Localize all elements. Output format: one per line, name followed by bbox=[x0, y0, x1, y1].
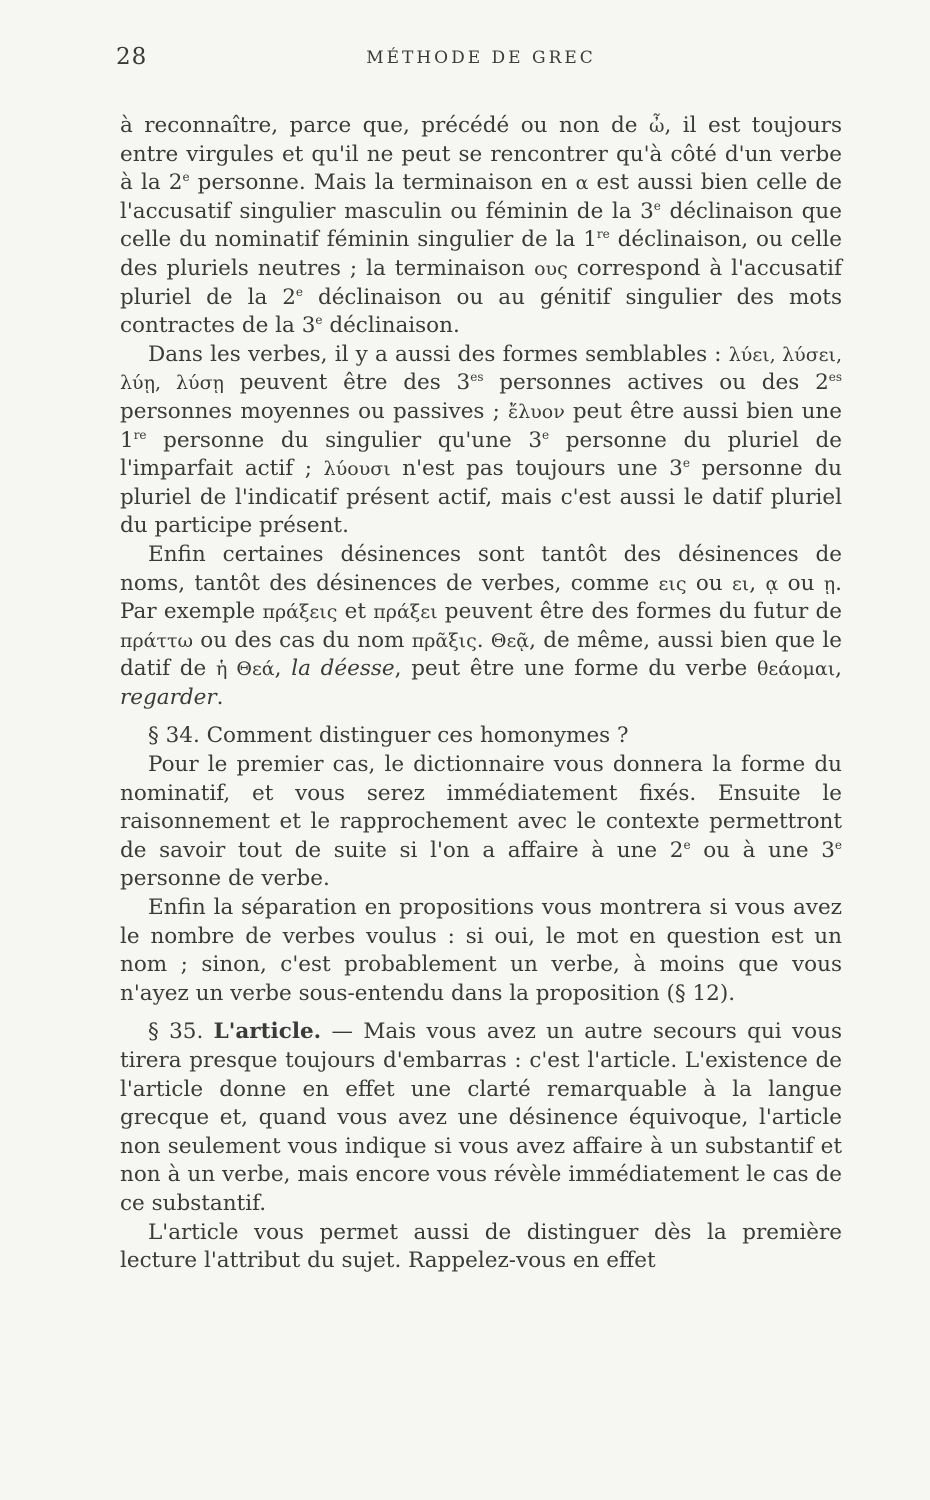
greek-word: ὦ bbox=[648, 115, 665, 137]
running-title: MÉTHODE DE GREC bbox=[366, 48, 596, 68]
paragraph-3: Enfin certaines désinences sont tantôt des désinences de noms, tantôt des désinences de verbes, comme εις ou ει, ᾳ ou ῃ. Par exemple πράξεις et πράξει peuvent être des formes du futur de πράττω ou des cas du nom πρᾶξις. Θεᾷ, de même, aussi bien que le datif de ἡ Θεά, la déesse, peut être une forme du verbe θεάομαι, regarder. bbox=[120, 541, 842, 710]
greek-word: ᾳ bbox=[765, 572, 779, 595]
greek-word: α bbox=[575, 172, 589, 195]
greek-word: ους bbox=[534, 257, 568, 280]
greek-word: εις bbox=[658, 572, 687, 595]
greek-word: ἡ Θεά bbox=[216, 658, 275, 681]
paragraph-6: Enfin la séparation en propositions vous montrera si vous avez le nombre de verbes voulus : si oui, le mot en question est un nom ; sinon, c'est probablement un verbe, à moins que vous n'ayez un verbe sous-entendu dans la proposition (§ 12). bbox=[120, 895, 842, 1006]
greek-word: ει bbox=[731, 572, 750, 595]
section-34-heading: § 34. Comment distinguer ces homonymes ? bbox=[148, 723, 629, 749]
italic-gloss: regarder bbox=[120, 684, 217, 710]
greek-word: πράξεις bbox=[262, 601, 338, 624]
greek-word: ἔλυον bbox=[507, 400, 565, 423]
running-head bbox=[116, 44, 846, 78]
section-35-paragraph: § 35. L'article. — Mais vous avez un autre secours qui vous tirera presque toujours d'embarras : c'est l'article. L'existence de l'article donne en effet une clarté remarquable à la langue grecque et, quand vous avez une désinence équivoque, l'article non seulement vous indique si vous avez affaire à un substantif et non à un verbe, mais encore vous révèle immédiatement le cas de ce substantif. bbox=[120, 1019, 842, 1216]
greek-word: λύουσι bbox=[323, 458, 391, 481]
italic-gloss: la déesse bbox=[291, 656, 395, 682]
greek-word: πρᾶξις bbox=[411, 629, 477, 652]
greek-word: θεάομαι bbox=[756, 658, 836, 681]
paragraph-1: à reconnaître, parce que, précédé ou non de ὦ, il est toujours entre virgules et qu'il ne peut se rencontrer qu'à côté d'un verbe à la 2e personne. Mais la terminaison en α est aussi bien celle de l'accusatif singulier masculin ou féminin de la 3e déclinaison que celle du nominatif féminin singulier de la 1re déclinaison, ou celle des pluriels neutres ; la terminaison ους correspond à l'accusatif pluriel de la 2e déclinaison ou au génitif singulier des mots contractes de la 3e déclinaison. bbox=[120, 113, 842, 339]
paragraph-8: L'article vous permet aussi de distinguer dès la première lecture l'attribut du sujet. Rappelez-vous en effet bbox=[120, 1219, 842, 1274]
paragraph-5: Pour le premier cas, le dictionnaire vous donnera la forme du nominatif, et vous serez immédiatement fixés. Ensuite le raisonnement et le rapprochement avec le contexte permettront de savoir tout de suite si l'on a affaire à une 2e ou à une 3e personne de verbe. bbox=[120, 752, 842, 892]
section-title-article: L'article. bbox=[213, 1019, 322, 1045]
greek-word: πράξει bbox=[373, 601, 438, 624]
page-number: 28 bbox=[116, 44, 148, 70]
paragraph-2: Dans les verbes, il y a aussi des formes semblables : λύει, λύσει, λύῃ, λύσῃ peuvent être des $3^{es}$ personnes actives ou des $2^{es}$ personnes moyennes ou passives ; ἔλυον peut être aussi bien une 1re personne du singulier qu'une 3e personne du pluriel de l'imparfait actif ; λύουσι n'est pas toujours une 3e personne du pluriel de l'indicatif présent actif, mais c'est aussi le datif pluriel du participe présent. bbox=[120, 341, 843, 539]
greek-word: Θεᾷ bbox=[490, 629, 530, 652]
greek-word: λύει, λύσει, λύῃ, λύσῃ bbox=[120, 343, 842, 395]
greek-word: πράττω bbox=[120, 629, 194, 652]
greek-word: ῃ bbox=[823, 572, 836, 595]
body-text bbox=[120, 112, 842, 1276]
